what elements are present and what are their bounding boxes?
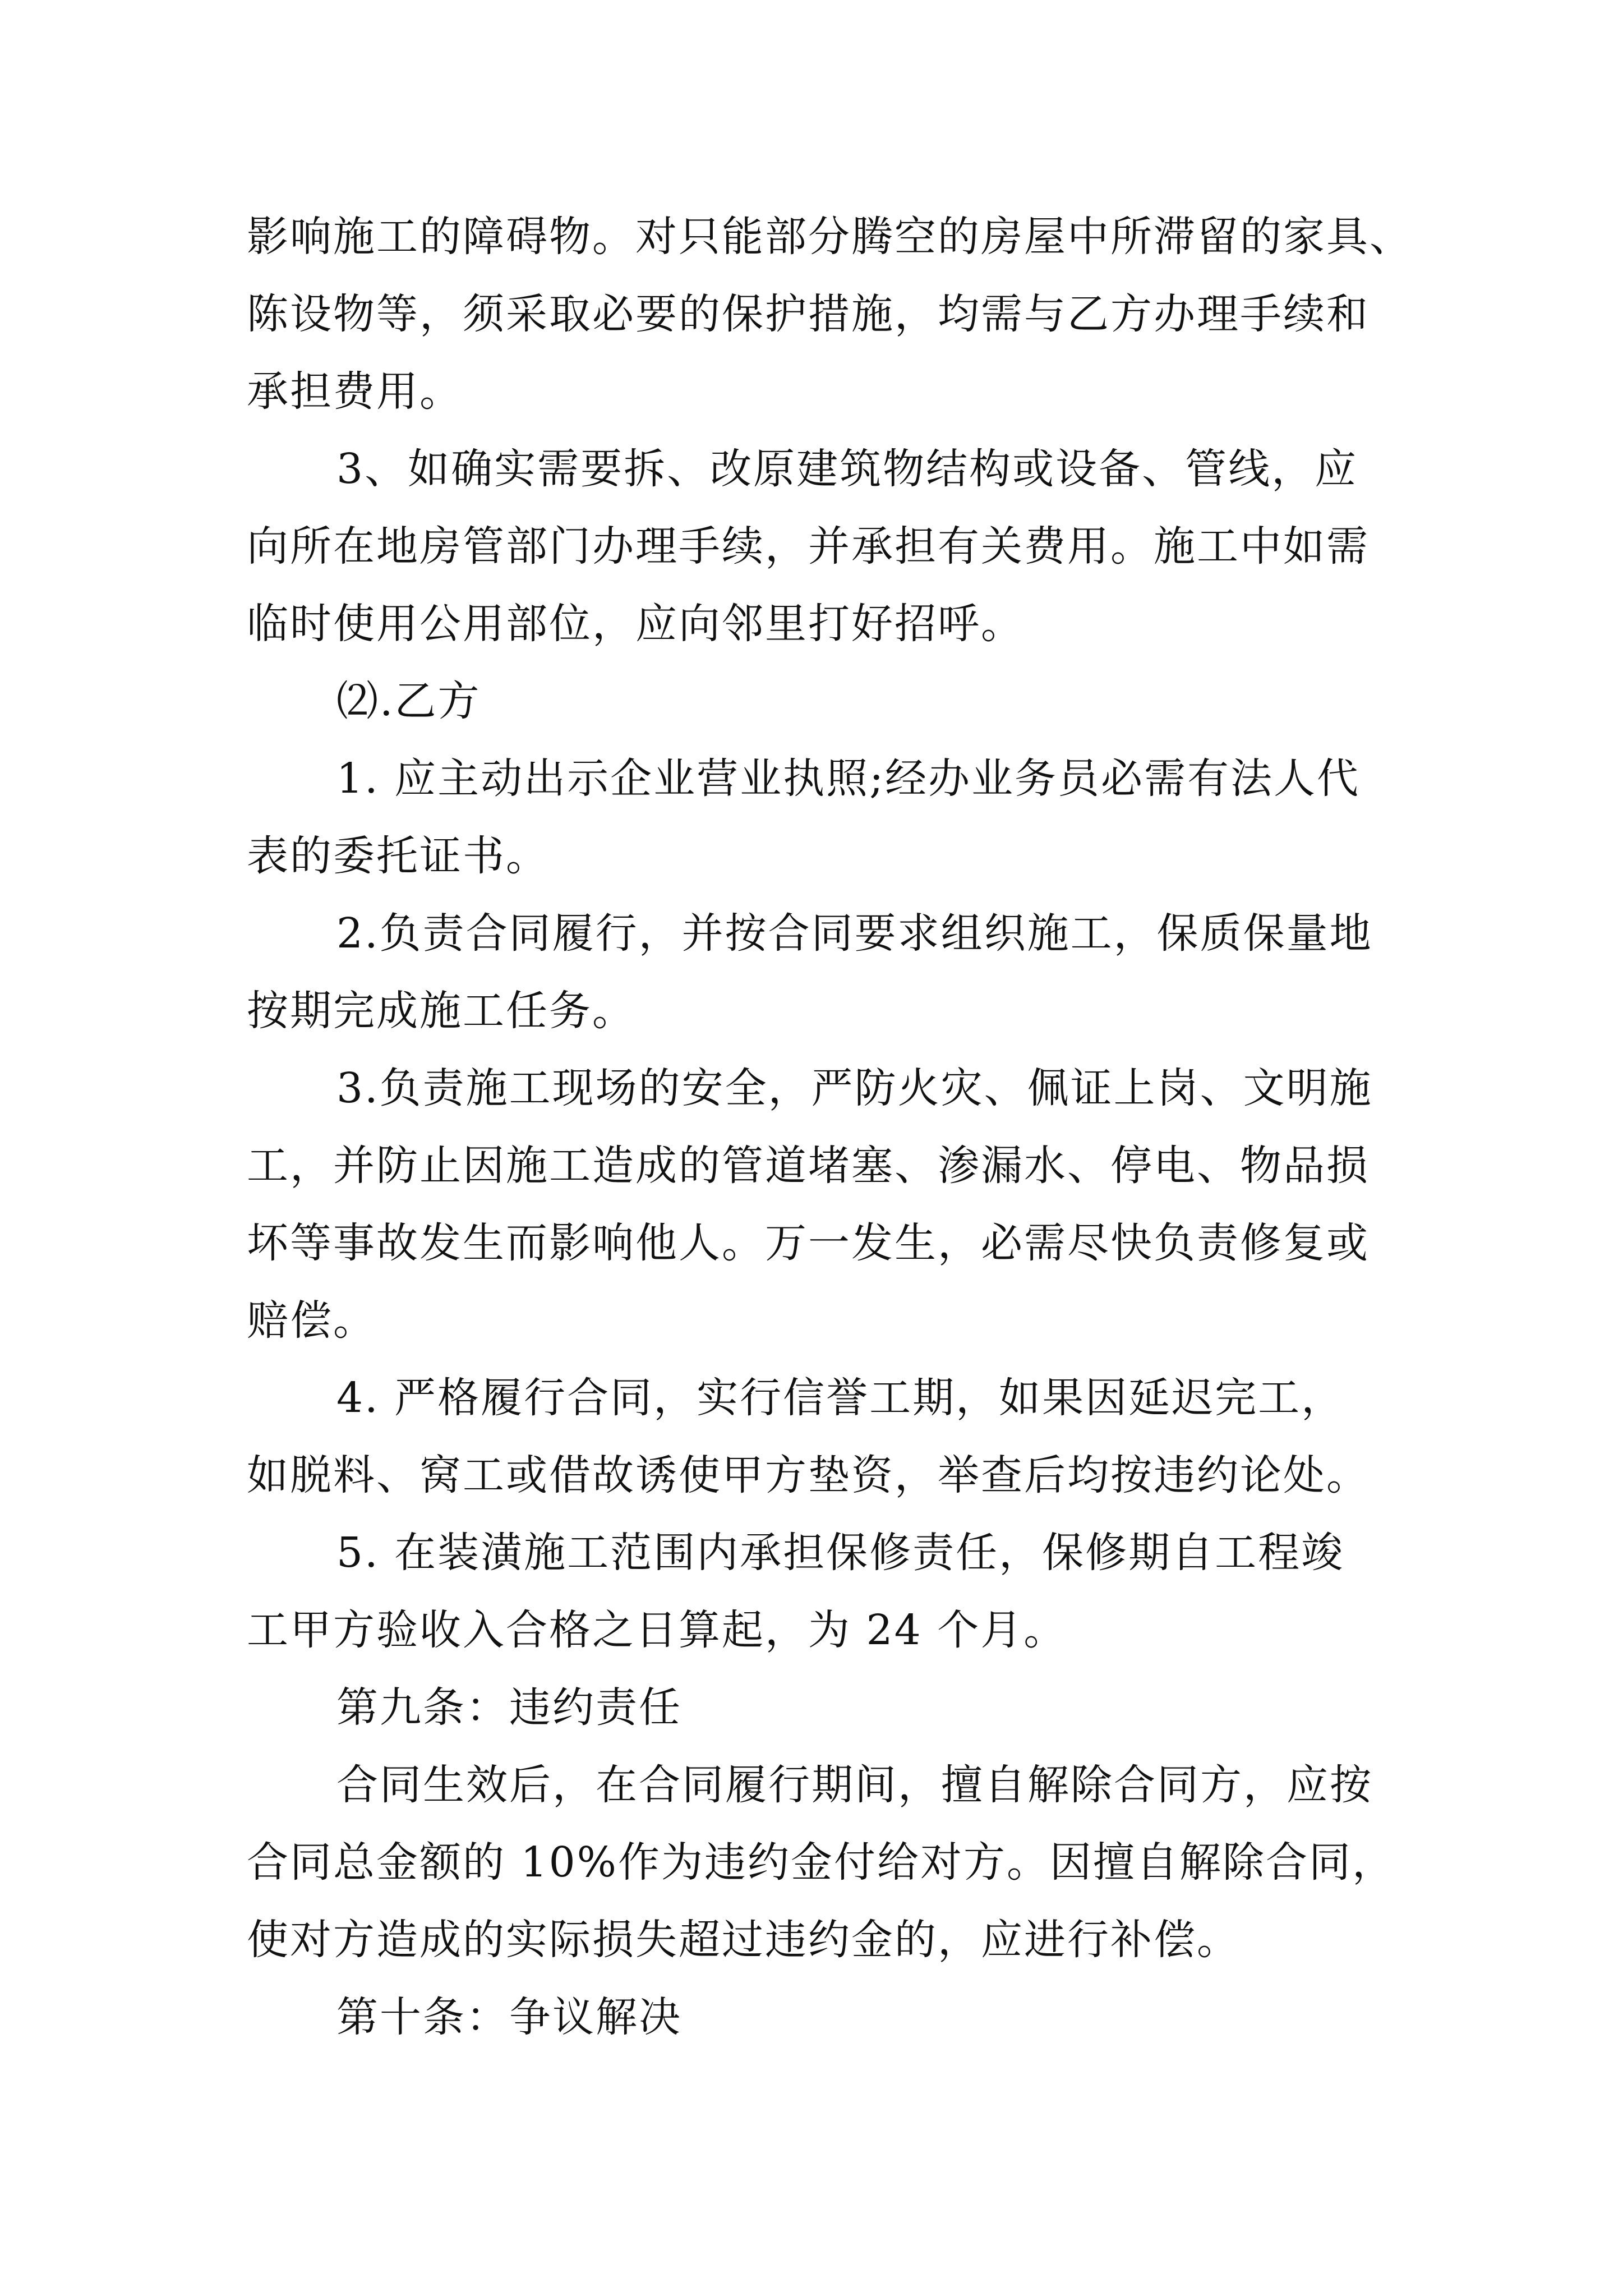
text-line: 1. 应主动出示企业营业执照;经办业务员必需有法人代 (336, 754, 1361, 803)
text-line: 如脱料、窝工或借故诱使甲方垫资，举查后均按违约论处。 (247, 1451, 1370, 1499)
article-heading: 第九条：违约责任 (336, 1683, 682, 1732)
text-line: 4. 严格履行合同，实行信誉工期，如果因延迟完工， (336, 1374, 1345, 1422)
text-line: 承担费用。 (247, 367, 463, 416)
text-line: 5. 在装潢施工范围内承担保修责任，保修期自工程竣 (336, 1529, 1345, 1577)
text-line: 2.负责合同履行，并按合同要求组织施工，保质保量地 (336, 909, 1373, 958)
text-line: 合同生效后，在合同履行期间，擅自解除合同方，应按 (336, 1761, 1373, 1809)
article-heading: 第十条：争议解决 (336, 1993, 682, 2041)
text-line: 3、如确实需要拆、改原建筑物结构或设备、管线，应 (336, 445, 1358, 493)
text-line: 临时使用公用部位，应向邻里打好招呼。 (247, 600, 1024, 648)
text-line: 合同总金额的 10%作为违约金付给对方。因擅自解除合同， (247, 1838, 1395, 1887)
text-line: 影响施工的障碍物。对只能部分腾空的房屋中所滞留的家具、 (247, 213, 1413, 261)
text-line: 赔偿。 (247, 1296, 376, 1345)
text-line: 3.负责施工现场的安全，严防火灾、佩证上岗、文明施 (336, 1064, 1373, 1112)
text-line: 工，并防止因施工造成的管道堵塞、渗漏水、停电、物品损 (247, 1142, 1370, 1190)
text-line: 表的委托证书。 (247, 832, 549, 880)
text-line: 陈设物等，须采取必要的保护措施，均需与乙方办理手续和 (247, 290, 1370, 338)
section-heading: ⑵.乙方 (336, 677, 481, 725)
text-line: 按期完成施工任务。 (247, 987, 635, 1035)
text-line: 坏等事故发生而影响他人。万一发生，必需尽快负责修复或 (247, 1219, 1370, 1267)
text-line: 工甲方验收入合格之日算起，为 24 个月。 (247, 1606, 1067, 1654)
text-line: 向所在地房管部门办理手续，并承担有关费用。施工中如需 (247, 522, 1370, 570)
text-line: 使对方造成的实际损失超过违约金的，应进行补偿。 (247, 1916, 1240, 1964)
